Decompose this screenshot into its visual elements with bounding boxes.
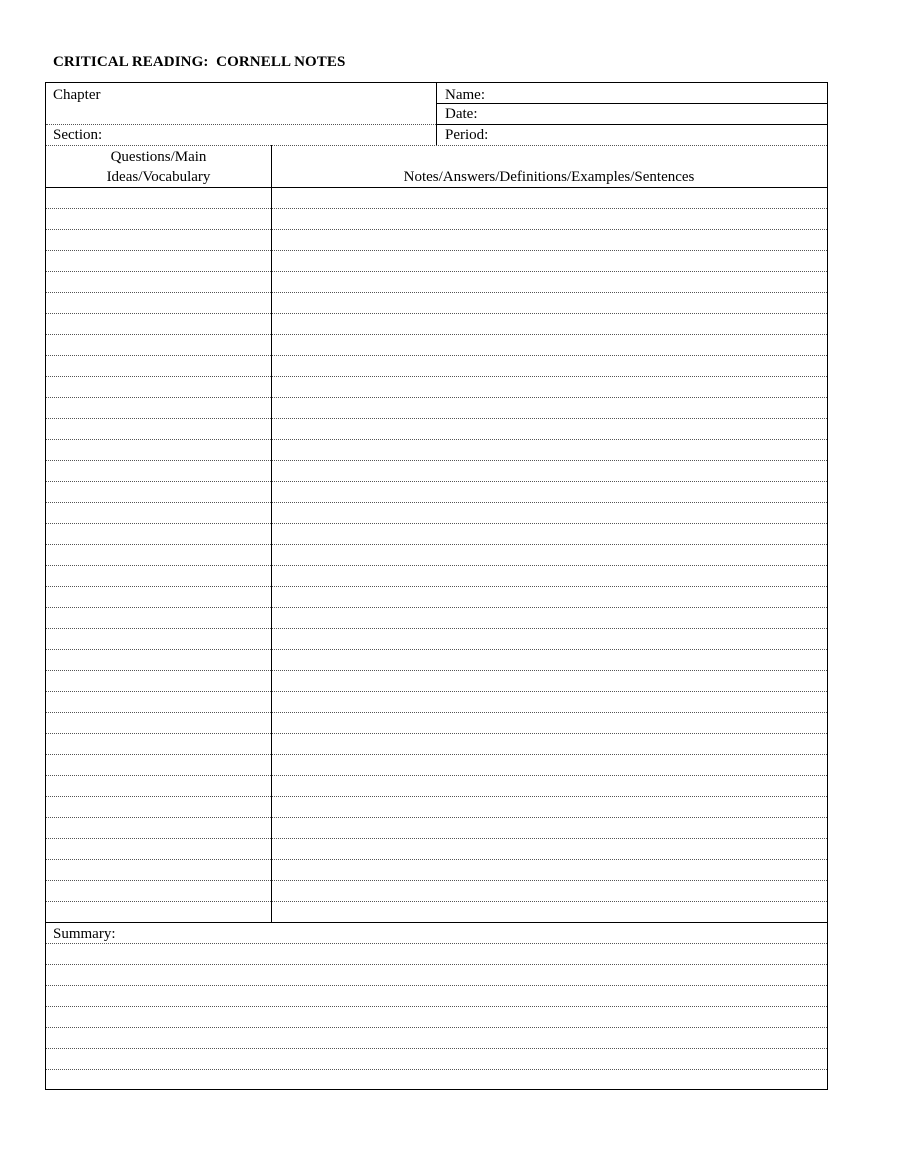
note-cell[interactable]	[272, 230, 827, 250]
note-row	[46, 881, 827, 902]
section-label: Section:	[53, 127, 103, 143]
note-row	[46, 377, 827, 398]
summary-line[interactable]	[46, 965, 827, 986]
question-cell[interactable]	[46, 734, 271, 754]
question-cell[interactable]	[46, 776, 271, 796]
question-cell[interactable]	[46, 839, 271, 859]
question-cell[interactable]	[46, 356, 271, 376]
question-cell[interactable]	[46, 587, 271, 607]
chapter-label: Chapter	[53, 87, 101, 103]
question-cell[interactable]	[46, 335, 271, 355]
summary-line[interactable]	[46, 944, 827, 965]
note-row	[46, 713, 827, 734]
question-cell[interactable]	[46, 902, 271, 922]
question-cell[interactable]	[46, 797, 271, 817]
note-cell[interactable]	[272, 587, 827, 607]
question-cell[interactable]	[46, 314, 271, 334]
note-cell[interactable]	[272, 629, 827, 649]
note-row	[46, 902, 827, 923]
note-cell[interactable]	[272, 734, 827, 754]
note-cell[interactable]	[272, 461, 827, 481]
note-row	[46, 293, 827, 314]
note-row	[46, 524, 827, 545]
note-cell[interactable]	[272, 251, 827, 271]
question-cell[interactable]	[46, 398, 271, 418]
note-cell[interactable]	[272, 503, 827, 523]
question-cell[interactable]	[46, 293, 271, 313]
note-row	[46, 587, 827, 608]
note-row	[46, 566, 827, 587]
note-row	[46, 671, 827, 692]
page-title: CRITICAL READING: CORNELL NOTES	[53, 54, 346, 70]
note-cell[interactable]	[272, 818, 827, 838]
note-cell[interactable]	[272, 566, 827, 586]
question-cell[interactable]	[46, 545, 271, 565]
note-cell[interactable]	[272, 314, 827, 334]
note-row	[46, 839, 827, 860]
note-row	[46, 734, 827, 755]
note-row	[46, 251, 827, 272]
note-cell[interactable]	[272, 692, 827, 712]
note-row	[46, 608, 827, 629]
note-cell[interactable]	[272, 881, 827, 901]
cornell-notes-sheet	[45, 82, 828, 1090]
note-cell[interactable]	[272, 545, 827, 565]
questions-column-header	[46, 147, 271, 187]
questions-header-line2: Ideas/Vocabulary	[106, 169, 211, 185]
question-cell[interactable]	[46, 692, 271, 712]
question-cell[interactable]	[46, 230, 271, 250]
question-cell[interactable]	[46, 755, 271, 775]
note-cell[interactable]	[272, 650, 827, 670]
question-cell[interactable]	[46, 188, 271, 208]
question-cell[interactable]	[46, 650, 271, 670]
note-row	[46, 545, 827, 566]
note-row	[46, 230, 827, 251]
summary-label: Summary:	[53, 926, 116, 942]
question-cell[interactable]	[46, 524, 271, 544]
note-cell[interactable]	[272, 902, 827, 922]
summary-line[interactable]	[46, 1070, 827, 1091]
question-cell[interactable]	[46, 482, 271, 502]
question-cell[interactable]	[46, 881, 271, 901]
question-cell[interactable]	[46, 860, 271, 880]
note-row	[46, 440, 827, 461]
summary-line[interactable]	[46, 1007, 827, 1028]
question-cell[interactable]	[46, 272, 271, 292]
header-bottom-divider	[46, 145, 827, 146]
note-row	[46, 818, 827, 839]
note-row	[46, 314, 827, 335]
note-cell[interactable]	[272, 839, 827, 859]
note-row	[46, 398, 827, 419]
note-cell[interactable]	[272, 671, 827, 691]
note-row	[46, 755, 827, 776]
question-cell[interactable]	[46, 419, 271, 439]
question-cell[interactable]	[46, 608, 271, 628]
note-row	[46, 503, 827, 524]
notes-column-header: Notes/Answers/Definitions/Examples/Sentences	[403, 169, 695, 185]
question-cell[interactable]	[46, 818, 271, 838]
note-row	[46, 776, 827, 797]
note-row	[46, 335, 827, 356]
note-row	[46, 650, 827, 671]
question-cell[interactable]	[46, 251, 271, 271]
question-cell[interactable]	[46, 461, 271, 481]
period-label: Period:	[445, 127, 489, 143]
question-cell[interactable]	[46, 503, 271, 523]
note-row	[46, 209, 827, 230]
note-row	[46, 461, 827, 482]
note-cell[interactable]	[272, 419, 827, 439]
note-cell[interactable]	[272, 398, 827, 418]
summary-line[interactable]	[46, 1028, 827, 1049]
note-cell[interactable]	[272, 797, 827, 817]
chapter-section-divider	[46, 124, 436, 125]
note-cell[interactable]	[272, 482, 827, 502]
question-cell[interactable]	[46, 671, 271, 691]
note-row	[46, 356, 827, 377]
note-cell[interactable]	[272, 776, 827, 796]
note-cell[interactable]	[272, 335, 827, 355]
summary-line[interactable]	[46, 986, 827, 1007]
name-date-divider	[436, 103, 827, 104]
summary-line[interactable]	[46, 923, 827, 944]
note-row	[46, 482, 827, 503]
question-cell[interactable]	[46, 209, 271, 229]
note-cell[interactable]	[272, 209, 827, 229]
note-row	[46, 629, 827, 650]
question-cell[interactable]	[46, 566, 271, 586]
name-label: Name:	[445, 87, 485, 103]
note-cell[interactable]	[272, 755, 827, 775]
note-cell[interactable]	[272, 293, 827, 313]
question-cell[interactable]	[46, 377, 271, 397]
note-cell[interactable]	[272, 608, 827, 628]
note-cell[interactable]	[272, 377, 827, 397]
note-cell[interactable]	[272, 188, 827, 208]
note-row	[46, 797, 827, 818]
note-cell[interactable]	[272, 440, 827, 460]
note-row	[46, 419, 827, 440]
date-period-divider	[436, 124, 827, 125]
note-row	[46, 860, 827, 881]
question-cell[interactable]	[46, 713, 271, 733]
note-row	[46, 188, 827, 209]
question-cell[interactable]	[46, 440, 271, 460]
question-cell[interactable]	[46, 629, 271, 649]
note-cell[interactable]	[272, 272, 827, 292]
date-label: Date:	[445, 106, 478, 122]
note-cell[interactable]	[272, 713, 827, 733]
note-cell[interactable]	[272, 860, 827, 880]
questions-header-line1: Questions/Main	[110, 149, 207, 165]
note-row	[46, 692, 827, 713]
summary-line[interactable]	[46, 1049, 827, 1070]
note-cell[interactable]	[272, 356, 827, 376]
header-vertical-divider	[436, 83, 437, 145]
note-cell[interactable]	[272, 524, 827, 544]
note-row	[46, 272, 827, 293]
